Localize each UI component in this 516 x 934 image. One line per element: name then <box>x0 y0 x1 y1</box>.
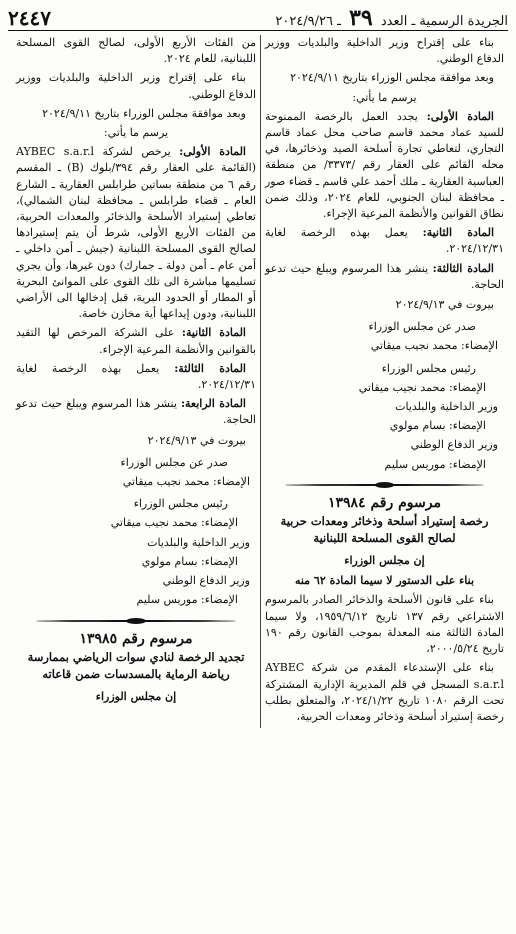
signature-line: وزير الدفاع الوطني <box>410 438 498 452</box>
article-4 <box>16 396 256 428</box>
article-label: المادة الأولى: <box>179 145 246 159</box>
paragraph: من الفئات الأربع الأولى، لصالح القوى المسلحة اللبنانية، للعام ٢٠٢٤. <box>16 36 256 66</box>
signature-line: الإمضاء: محمد نجيب ميقاتي <box>122 475 250 489</box>
article-1 <box>16 144 256 322</box>
signature-line: الإمضاء: موريس سليم <box>136 593 238 607</box>
decree-subtitle: تجديد الرخصة لنادي سوات الرياضي بممارسة رياضة الرماية بالمسدسات ضمن قاعاته <box>27 649 245 681</box>
page-number: ٢٤٤٧ <box>8 6 51 30</box>
signature-line: رئيس مجلس الوزراء <box>133 497 228 511</box>
paragraph: وبعد موافقة مجلس الوزراء بتاريخ ٢٠٢٤/٩/١١ <box>290 71 494 85</box>
header-title: الجريدة الرسمية ـ العدد <box>380 14 508 29</box>
section-divider <box>36 617 236 625</box>
article-text: على الشركة المرخص لها التقيد بالقوانين والأنظمة المرعية الإجراء. <box>16 326 256 356</box>
decree-subtitle: رخصة إستيراد أسلحة وذخائر ومعدات حربية لصالح القوى المسلحة اللبنانية <box>280 514 489 546</box>
article-3 <box>16 361 256 393</box>
signature-line: الإمضاء: بسام مولوي <box>141 554 238 568</box>
article-text: يرخص لشركة AYBEC s.a.r.l (القائمة على العقار رقم ٣٩٤/بلوك (B) ـ المقسم رقم ٦ من منطقة بساتين طرابلس العقارية ـ الشارع العام ـ قضاء طرابلس ـ محافظة لبنان الشمالي)، تعاطي إستيراد الأسلحة والذخائر والمعدات الحربية، من الفئات الأربع الأولى، شرط أن يتم إستيرادها لصالح القوى المسلحة اللبنانية (جيش ـ أمن داخلي ـ أمن عام ـ أمن دولة ـ جمارك) دون غيرها، وأن يجري تسليمها مباشرة الى تلك القوى على الموانئ البحرية أو المطار أو الحدود البرية، قبل إدخالها الى الأراضي اللبنانية، ودون إيداعها أية مخازن خاصة. <box>16 145 256 321</box>
article-label: المادة الأولى: <box>426 109 494 123</box>
issue-date: بيروت في ٢٠٢٤/٩/١٣ <box>147 433 246 447</box>
council-heading: إن مجلس الوزراء <box>95 689 177 703</box>
header-title-block <box>275 5 508 31</box>
paragraph: بناء على قانون الأسلحة والذخائر الصادر بالمرسوم الاشتراعي رقم ١٣٧ تاريخ ١٩٥٩/٦/١٢، ولا سيما المادة الثالثة منه المعدلة بموجب القانون رقم ١٩٠ تاريخ ٢٠٠٠/٥/٢٤، <box>265 593 504 656</box>
article-2 <box>265 225 504 257</box>
article-3 <box>265 261 504 293</box>
paragraph: بناء على الإستدعاء المقدم من شركة AYBEC s.a.r.l المسجل في قلم المديرية الإدارية المشتركة تحت الرقم ١٠٨٠ تاريخ ٢٠٢٤/١/٢٢، والمتعلق بطلب رخصة إستيراد أسلحة وذخائر ومعدات الحربية، <box>265 661 505 723</box>
decree-title: مرسوم رقم ١٣٩٨٤ <box>328 494 441 511</box>
article-label: المادة الثانية: <box>422 226 494 240</box>
paragraph: بناء على إقتراح وزير الداخلية والبلديات ووزير الدفاع الوطني. <box>265 36 504 66</box>
article-text: ينشر هذا المرسوم ويبلغ حيث تدعو الحاجة. <box>16 397 256 427</box>
signature-line: صدر عن مجلس الوزراء <box>120 455 228 469</box>
signature-line: وزير الدفاع الوطني <box>162 574 250 588</box>
signature-line: الإمضاء: بسام مولوي <box>389 419 486 433</box>
article-2 <box>16 325 256 357</box>
signature-line: الإمضاء: محمد نجيب ميقاتي <box>110 516 238 530</box>
signature-line: الإمضاء: محمد نجيب ميقاتي <box>370 339 498 353</box>
right-column <box>260 35 508 728</box>
page-header <box>8 6 508 31</box>
signature-line: الإمضاء: محمد نجيب ميقاتي <box>358 380 486 394</box>
article-label: المادة الثالثة: <box>432 261 494 275</box>
article-1 <box>265 109 504 222</box>
section-divider <box>285 481 484 489</box>
article-label: المادة الثالثة: <box>174 361 246 375</box>
paragraph: يرسم ما يأتي: <box>103 126 169 140</box>
signature-line: رئيس مجلس الوزراء <box>381 361 476 375</box>
header-date: ـ ٢٠٢٤/٩/٢٦ <box>275 14 341 29</box>
columns <box>8 35 508 728</box>
signature-line: صدر عن مجلس الوزراء <box>368 320 476 334</box>
signature-line: وزير الداخلية والبلديات <box>395 400 498 414</box>
decree-title: مرسوم رقم ١٣٩٨٥ <box>79 630 193 647</box>
left-column <box>12 35 260 728</box>
issue-date: بيروت في ٢٠٢٤/٩/١٣ <box>395 298 494 312</box>
council-heading: إن مجلس الوزراء <box>344 554 425 568</box>
article-text: ينشر هذا المرسوم ويبلغ حيث تدعو الحاجة. <box>265 261 504 291</box>
paragraph: يرسم ما يأتي: <box>352 90 417 104</box>
paragraph: وبعد موافقة مجلس الوزراء بتاريخ ٢٠٢٤/٩/١١ <box>42 106 246 120</box>
article-text: يجدد العمل بالرخصة الممنوحة للسيد عماد محمد قاسم صاحب محل عماد قاسم التجاري، لتعاطي تجارة أسلحة الصيد وذخائرها، في محله القائم على العقار رقم /٣٣٧٣/ من منطقة العباسية العقارية ـ ملك أحمد علي قاسم ـ قضاء صور ـ محافظة لبنان الجنوبي، للعام ٢٠٢٤، وذلك ضمن نطاق القوانين والأنظمة المرعية الإجراء. <box>265 109 505 221</box>
article-label: المادة الرابعة: <box>180 397 246 411</box>
article-text: يعمل بهذه الرخصة لغاية ٢٠٢٤/١٢/٣١. <box>265 226 504 256</box>
article-label: المادة الثانية: <box>181 326 246 340</box>
signature-line: وزير الداخلية والبلديات <box>147 535 250 549</box>
constitution-basis: بناء على الدستور لا سيما المادة ٦٢ منه <box>294 574 475 588</box>
signature-line: الإمضاء: موريس سليم <box>384 457 486 471</box>
header-issue-number: ٣٩ <box>349 5 373 31</box>
paragraph: بناء على إقتراح وزير الداخلية والبلديات ووزير الدفاع الوطني. <box>16 71 256 101</box>
article-text: يعمل بهذه الرخصة لغاية ٢٠٢٤/١٢/٣١. <box>16 361 256 392</box>
